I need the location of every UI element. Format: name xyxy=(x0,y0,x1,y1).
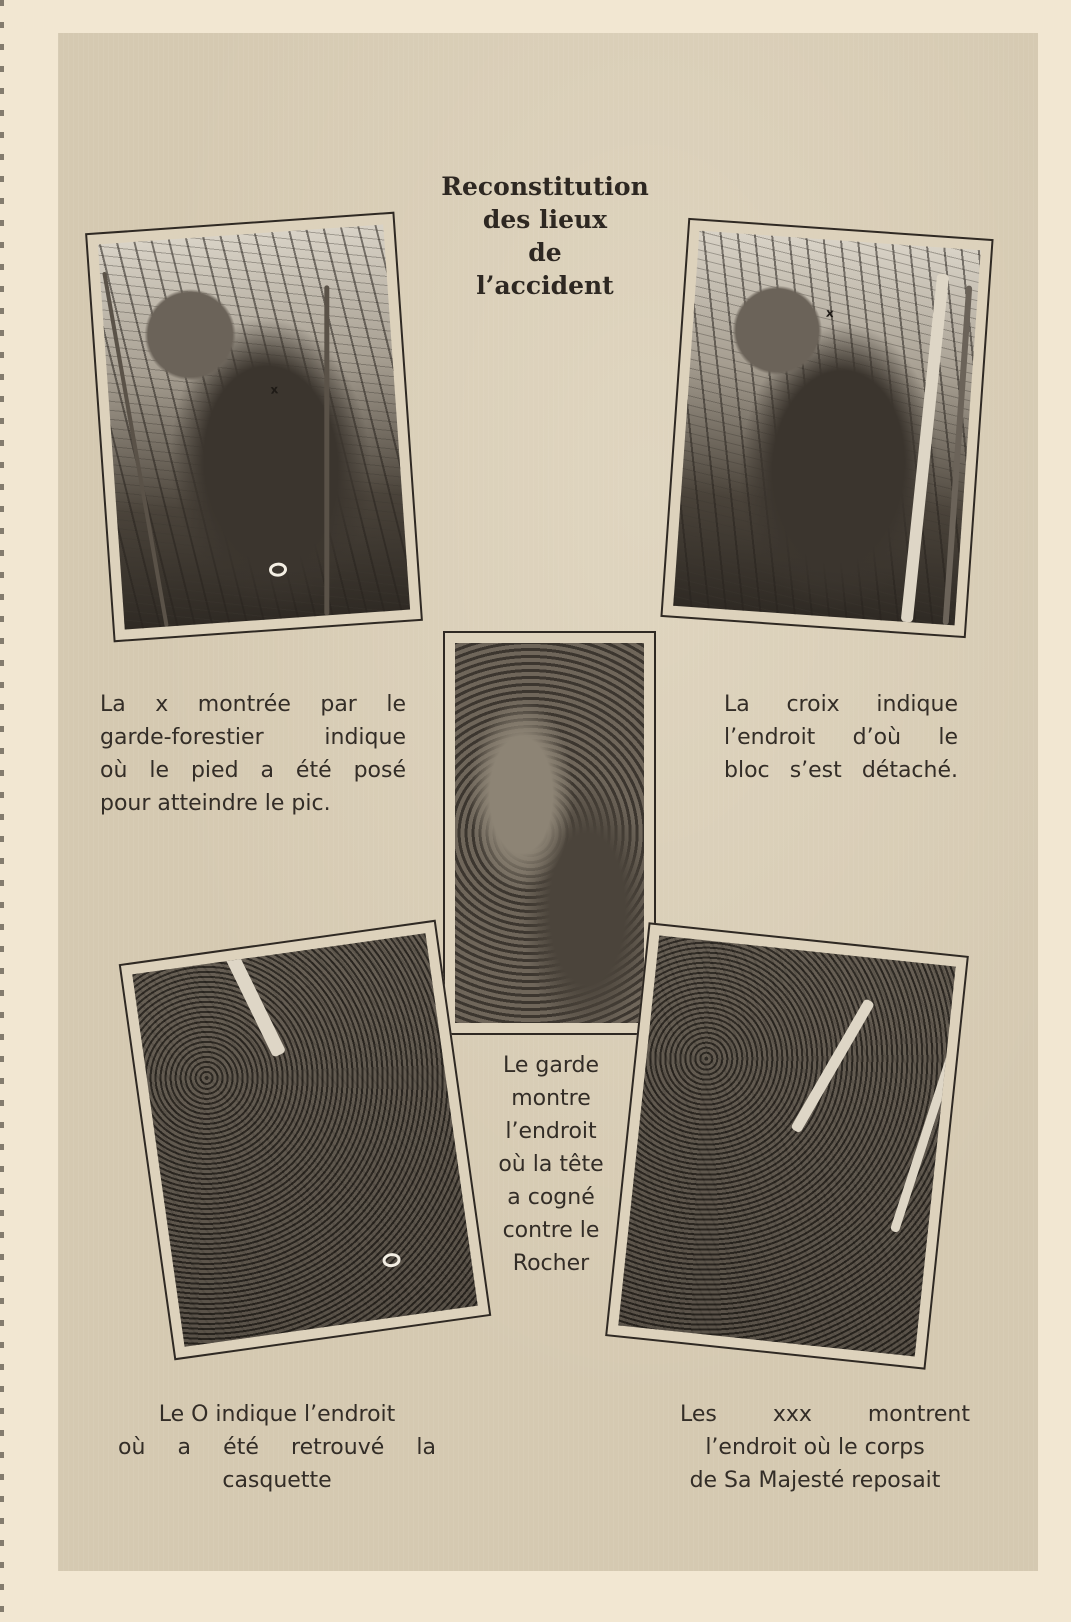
photo-image xyxy=(132,933,477,1347)
caption-line: La croix indique xyxy=(724,692,958,717)
photo-bottom-left xyxy=(119,920,492,1361)
caption-line: l’endroit xyxy=(505,1119,597,1144)
caption-line: pour atteindre le pic. xyxy=(100,791,331,816)
photo-image xyxy=(673,231,981,626)
title-line: des lieux xyxy=(482,205,608,234)
caption-line: où a été retrouvé la xyxy=(118,1435,436,1460)
caption-line: bloc s’est détaché. xyxy=(724,758,958,783)
photo-top-right xyxy=(660,218,993,638)
photo-image xyxy=(98,224,410,629)
caption-line: Les xxx montrent xyxy=(680,1402,970,1427)
photo-bottom-right xyxy=(605,922,969,1369)
caption-line: montre xyxy=(511,1086,591,1111)
title-line: l’accident xyxy=(476,271,614,300)
marker-x: x xyxy=(269,382,279,397)
marker-o-icon xyxy=(269,562,288,577)
card-edge-perforation xyxy=(0,0,4,1622)
photo-top-left xyxy=(85,212,423,643)
caption-top-left xyxy=(100,688,406,820)
caption-line: a cogné xyxy=(507,1185,595,1210)
caption-line: casquette xyxy=(222,1468,332,1493)
caption-line: Rocher xyxy=(512,1251,590,1276)
title-line: de xyxy=(528,238,562,267)
photo-center xyxy=(443,631,656,1035)
caption-line: Le garde xyxy=(502,1053,599,1078)
caption-bottom-right xyxy=(660,1398,970,1497)
caption-line: l’endroit où le corps xyxy=(705,1435,925,1460)
caption-top-right xyxy=(724,688,958,787)
photo-image xyxy=(455,643,644,1023)
caption-line: l’endroit d’où le xyxy=(724,725,958,750)
caption-center xyxy=(480,1049,622,1280)
caption-line: Le O indique l’endroit xyxy=(158,1402,396,1427)
caption-line: La x montrée par le xyxy=(100,692,406,717)
page-title xyxy=(400,170,690,302)
caption-line: où le pied a été posé xyxy=(100,758,406,783)
marker-o-icon xyxy=(382,1252,402,1268)
title-line: Reconstitution xyxy=(441,172,649,201)
caption-line: de Sa Majesté reposait xyxy=(689,1468,941,1493)
caption-bottom-left xyxy=(118,1398,436,1497)
marker-x: x xyxy=(825,305,835,321)
caption-line: où la tête xyxy=(498,1152,604,1177)
caption-line: garde-forestier indique xyxy=(100,725,406,750)
caption-line: contre le xyxy=(502,1218,600,1243)
photo-image xyxy=(618,935,955,1356)
